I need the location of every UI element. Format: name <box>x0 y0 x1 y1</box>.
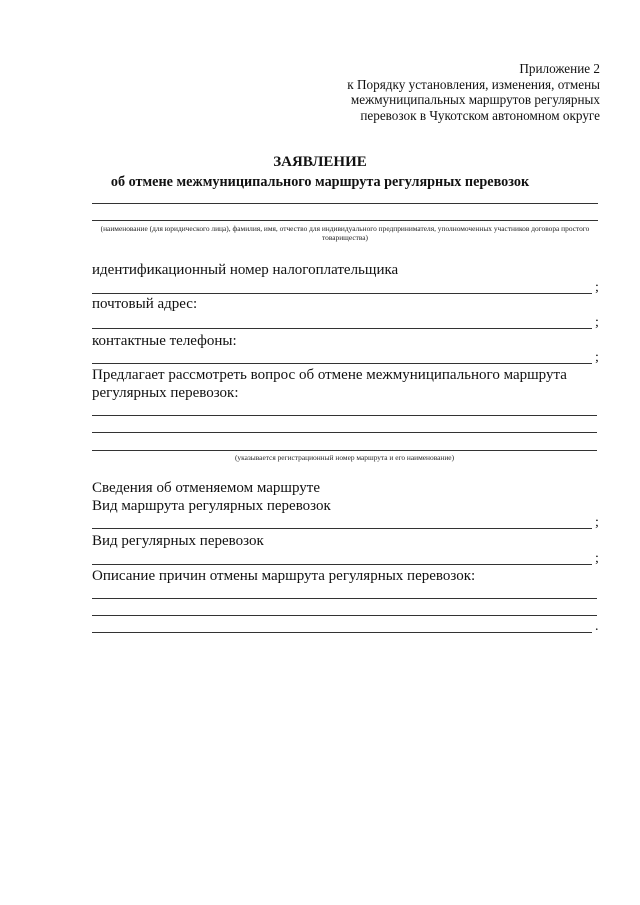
transport-type-semicolon: ; <box>595 551 599 566</box>
reasons-field-line-3[interactable] <box>92 632 592 633</box>
postal-address-field-line[interactable] <box>92 328 592 329</box>
reasons-field-line-1[interactable] <box>92 598 597 599</box>
inn-label: идентификационный номер налогоплательщика <box>92 262 399 278</box>
phones-label: контактные телефоны: <box>92 333 237 349</box>
route-type-semicolon: ; <box>595 515 599 530</box>
reasons-period: . <box>595 619 599 634</box>
annex-header <box>340 61 600 123</box>
inn-field-line[interactable] <box>92 293 592 294</box>
reasons-label: Описание причин отмены маршрута регулярных перевозок: <box>92 568 476 584</box>
applicant-note: (наименование (для юридического лица), фамилия, имя, отчество для индивидуального предпринимателя, уполномоченных участников договора простого товарищества) <box>100 224 590 242</box>
proposal-text-line-1: Предлагает рассмотреть вопрос об отмене межмуниципального маршрута <box>92 367 567 383</box>
route-field-line-3[interactable] <box>92 450 597 451</box>
annex-line-1: Приложение 2 <box>519 61 600 76</box>
route-note: (указывается регистрационный номер маршрута и его наименование) <box>234 453 455 462</box>
applicant-name-line-1[interactable] <box>92 203 598 204</box>
proposal-text-line-2: регулярных перевозок: <box>92 385 239 401</box>
route-info-label: Сведения об отменяемом маршруте <box>92 480 320 496</box>
document-title: ЗАЯВЛЕНИЕ <box>273 154 367 170</box>
transport-type-field-line[interactable] <box>92 564 592 565</box>
annex-line-4: перевозок в Чукотском автономном округе <box>360 107 600 123</box>
document-subtitle: об отмене межмуниципального маршрута регулярных перевозок <box>110 174 530 190</box>
inn-semicolon: ; <box>595 280 599 295</box>
annex-line-2: к Порядку установления, изменения, отмены <box>347 76 600 92</box>
transport-type-label: Вид регулярных перевозок <box>92 533 264 549</box>
applicant-name-line-2[interactable] <box>92 220 598 221</box>
route-type-label: Вид маршрута регулярных перевозок <box>92 498 331 514</box>
route-field-line-2[interactable] <box>92 432 597 433</box>
phones-field-line[interactable] <box>92 363 592 364</box>
route-type-field-line[interactable] <box>92 528 592 529</box>
reasons-field-line-2[interactable] <box>92 615 597 616</box>
route-field-line-1[interactable] <box>92 415 597 416</box>
postal-address-label: почтовый адрес: <box>92 296 198 312</box>
postal-address-semicolon: ; <box>595 315 599 330</box>
annex-line-3: межмуниципальных маршрутов регулярных <box>350 92 600 107</box>
phones-semicolon: ; <box>595 350 599 365</box>
